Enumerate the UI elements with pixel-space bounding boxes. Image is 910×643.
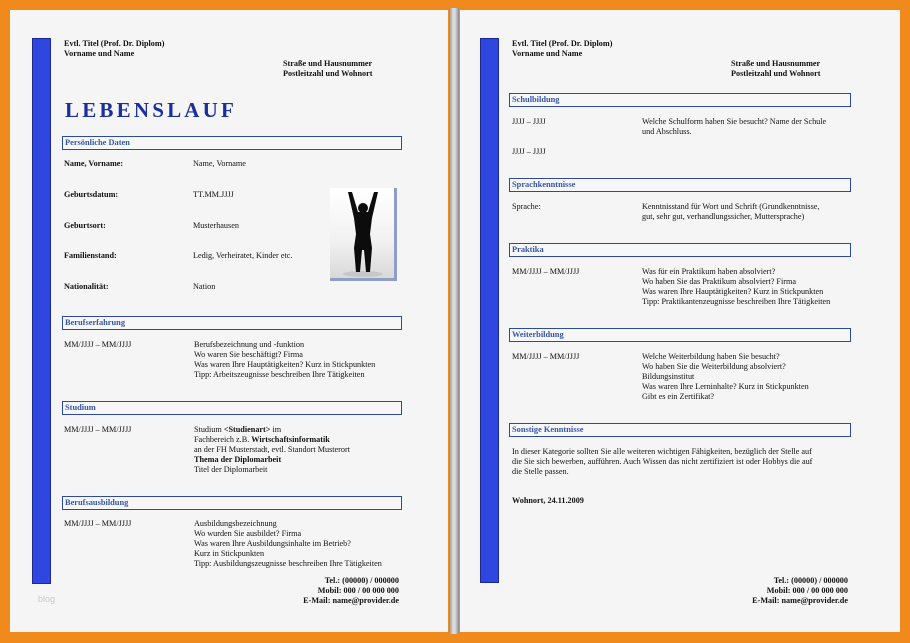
study-subject: Wirtschaftsinformatik (251, 435, 330, 444)
experience-line: Tipp: Arbeitszeugnisse beschreiben Ihre Tätigkeiten (194, 370, 365, 379)
section-study (62, 401, 402, 415)
section-internship (509, 243, 851, 257)
study-line3: an der FH Musterstadt, evtl. Standort Musterort (194, 445, 350, 454)
contact-phone: Tel.: (00000) / 000000 (773, 576, 848, 585)
other-skills-line: die Stelle passen. (512, 467, 569, 476)
personal-label-nationality: Nationalität: (64, 282, 109, 291)
personal-value-name: Name, Vorname (193, 159, 246, 168)
contact-phone: Tel.: (00000) / 000000 (324, 576, 399, 585)
watermark: blog (38, 594, 56, 604)
section-language (509, 178, 851, 192)
further-line: Welche Weiterbildung haben Sie besucht? (642, 352, 780, 361)
header-name-line1: Evtl. Titel (Prof. Dr. Diplom) (64, 39, 165, 48)
header-address-line2: Postleitzahl und Wohnort (731, 69, 821, 78)
contact-mobile: Mobil: 000 / 00 000 000 (766, 586, 848, 595)
school-line: Welche Schulform haben Sie besucht? Name der Schule (642, 117, 827, 126)
study-line1-post: im (270, 425, 282, 434)
place-date: Wohnort, 24.11.2009 (512, 496, 584, 505)
other-skills-line: In dieser Kategorie sollten Sie alle weiteren wichtigen Fähigkeiten, bezüglich der Stelle auf (512, 447, 812, 456)
study-thesis-heading: Thema der Diplomarbeit (194, 455, 282, 464)
person-silhouette-icon (330, 188, 394, 278)
personal-value-birthdate: TT.MM.JJJJ (193, 190, 234, 199)
section-language-label: Sprachkenntnisse (512, 180, 576, 189)
page-left (10, 10, 448, 632)
study-line1-pre: Studium (194, 425, 224, 434)
further-line: Was waren Ihre Lerninhalte? Kurz in Stickpunkten (642, 382, 809, 391)
section-training (62, 496, 402, 510)
left-accent-bar (32, 38, 51, 584)
personal-label-birthplace: Geburtsort: (64, 221, 106, 230)
contact-email: E-Mail: name@provider.de (752, 596, 848, 605)
study-type: <Studienart> (223, 425, 271, 434)
personal-label-marital: Familienstand: (64, 251, 117, 260)
further-date: MM/JJJJ – MM/JJJJ (512, 352, 580, 361)
section-further-education (509, 328, 851, 342)
internship-line: Was für ein Praktikum haben absolviert? (642, 267, 776, 276)
header-address-line1: Straße und Hausnummer (283, 59, 373, 68)
school-date-1: JJJJ – JJJJ (512, 117, 546, 126)
page-gutter (449, 8, 459, 634)
study-line1 (194, 425, 281, 435)
section-personal (62, 136, 402, 150)
experience-date: MM/JJJJ – MM/JJJJ (64, 340, 132, 349)
right-accent-bar (480, 38, 499, 583)
section-other-skills (509, 423, 851, 437)
section-experience-label: Berufserfahrung (65, 318, 126, 327)
section-other-skills-label: Sonstige Kenntnisse (512, 425, 584, 434)
personal-value-birthplace: Musterhausen (193, 221, 239, 230)
contact-email: E-Mail: name@provider.de (303, 596, 399, 605)
section-school-label: Schulbildung (512, 95, 560, 104)
section-internship-label: Praktika (512, 245, 544, 254)
language-line: Kenntnisstand für Wort und Schrift (Grundkenntnisse, (642, 202, 820, 211)
section-experience (62, 316, 402, 330)
personal-label-birthdate: Geburtsdatum: (64, 190, 119, 199)
training-line: Kurz in Stickpunkten (194, 549, 265, 558)
experience-line: Wo waren Sie beschäftigt? Firma (194, 350, 303, 359)
section-personal-label: Persönliche Daten (65, 138, 130, 147)
training-line: Tipp: Ausbildungszeugnisse beschreiben Ihre Tätigkeiten (194, 559, 382, 568)
section-training-label: Berufsausbildung (65, 498, 129, 507)
experience-line: Was waren Ihre Hauptätigkeiten? Kurz in Stickpunkten (194, 360, 376, 369)
study-line2-pre: Fachbereich z.B. (194, 435, 252, 444)
contact-mobile: Mobil: 000 / 00 000 000 (317, 586, 399, 595)
internship-line: Tipp: Praktikantenzeugnisse beschreiben Ihre Tätigkeiten (642, 297, 831, 306)
applicant-photo (330, 188, 397, 281)
study-line2 (194, 435, 330, 445)
study-thesis-title: Titel der Diplomarbeit (194, 465, 268, 474)
section-further-education-label: Weiterbildung (512, 330, 564, 339)
further-line: Bildungsinstitut (642, 372, 695, 381)
page-right (460, 10, 900, 632)
personal-value-nationality: Nation (193, 282, 216, 291)
header-name-line2: Vorname und Name (512, 49, 583, 58)
internship-date: MM/JJJJ – MM/JJJJ (512, 267, 580, 276)
school-line: und Abschluss. (642, 127, 692, 136)
header-name-line1: Evtl. Titel (Prof. Dr. Diplom) (512, 39, 613, 48)
training-date: MM/JJJJ – MM/JJJJ (64, 519, 132, 528)
header-name-line2: Vorname und Name (64, 49, 135, 58)
further-line: Gibt es ein Zertifikat? (642, 392, 715, 401)
section-study-label: Studium (65, 403, 96, 412)
header-address-line1: Straße und Hausnummer (731, 59, 821, 68)
experience-line: Berufsbezeichnung und -funktion (194, 340, 305, 349)
internship-line: Wo haben Sie das Praktikum absolviert? Firma (642, 277, 796, 286)
training-line: Was waren Ihre Ausbildungsinhalte im Betrieb? (194, 539, 351, 548)
training-line: Wo wurden Sie ausbildet? Firma (194, 529, 302, 538)
language-label: Sprache: (512, 202, 541, 211)
internship-line: Was waren Ihre Hauptätigkeiten? Kurz in Stickpunkten (642, 287, 824, 296)
page-title: LEBENSLAUF (65, 98, 238, 122)
section-school (509, 93, 851, 107)
language-line: gut, sehr gut, verhandlungssicher, Muttersprache) (642, 212, 805, 221)
further-line: Wo haben Sie die Weiterbildung absolviert? (642, 362, 786, 371)
other-skills-line: die Sie sich bewerben, aufführen. Auch Wissen das nicht zertifiziert ist oder Hobbys die auf (512, 457, 813, 466)
personal-label-name: Name, Vorname: (64, 159, 124, 168)
personal-value-marital: Ledig, Verheiratet, Kinder etc. (193, 251, 293, 260)
study-date: MM/JJJJ – MM/JJJJ (64, 425, 132, 434)
header-address-line2: Postleitzahl und Wohnort (283, 69, 373, 78)
school-date-2: JJJJ – JJJJ (512, 147, 546, 156)
training-line: Ausbildungsbezeichnung (194, 519, 277, 528)
